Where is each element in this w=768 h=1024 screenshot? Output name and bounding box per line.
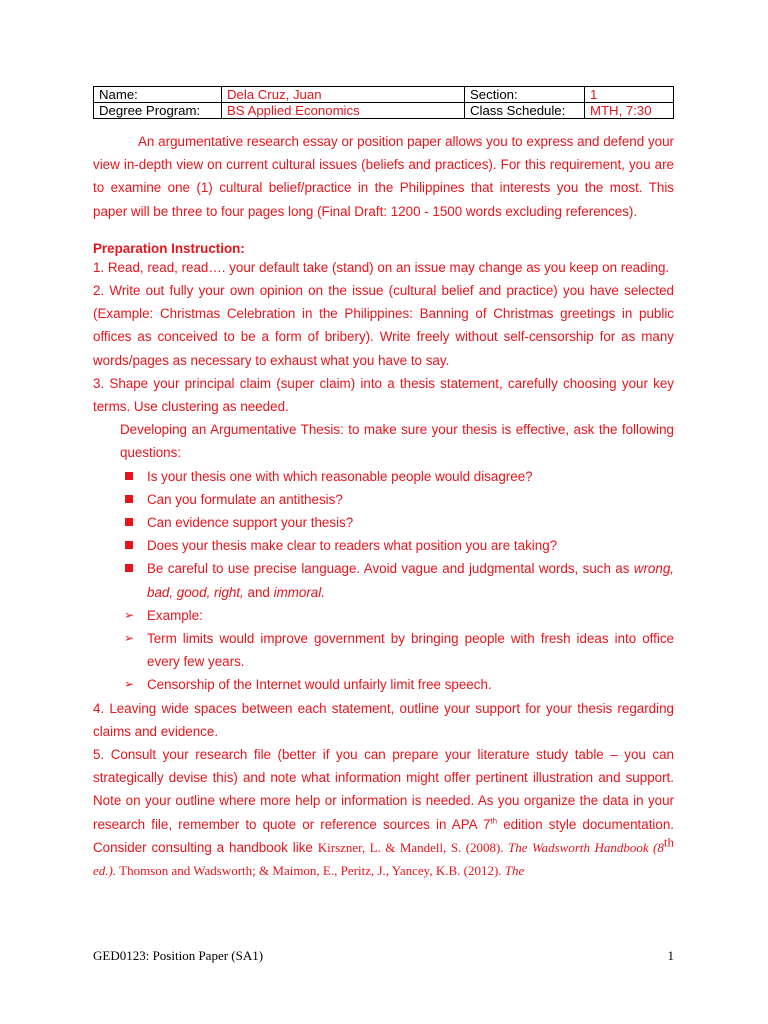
list-item: Is your thesis one with which reasonable people would disagree?: [93, 465, 674, 488]
list-item: Can evidence support your thesis?: [93, 511, 674, 534]
section-label: Section:: [465, 87, 585, 103]
intro-paragraph: An argumentative research essay or position paper allows you to express and defend your view in-depth view on current cultural issues (beliefs and practices). For this requirement, you are to examine one (1) cultural belief/practice in the Philippines that interests you the most. This paper will be three to four pages long (Final Draft: 1200 - 1500 words excluding references).: [93, 134, 674, 219]
footer-course-title: GED0123: Position Paper (SA1): [93, 948, 264, 963]
square-bullet-icon: [122, 488, 136, 511]
list-item: ➢ Term limits would improve government by bringing people with fresh ideas into office every few years.: [93, 627, 674, 673]
instruction-item-3: 3. Shape your principal claim (super claim) into a thesis statement, carefully choosing your key terms. Use clustering as needed.: [93, 375, 674, 415]
schedule-label: Class Schedule:: [465, 103, 585, 119]
arrow-bullet-icon: ➢: [123, 677, 135, 692]
instruction-item-4: 4. Leaving wide spaces between each statement, outline your support for your thesis regarding claims and evidence.: [93, 700, 674, 739]
list-item: ➢ Censorship of the Internet would unfairly limit free speech.: [93, 673, 674, 696]
program-value: BS Applied Economics: [222, 103, 465, 119]
table-row: [94, 103, 674, 119]
name-label: Name:: [94, 87, 222, 103]
page-footer: [93, 948, 674, 964]
square-bullet-icon: [122, 511, 136, 534]
arrow-bullet-icon: ➢: [123, 631, 135, 646]
list-item: Does your thesis make clear to readers what position you are taking?: [93, 534, 674, 557]
list-item: ➢ Example:: [93, 604, 674, 627]
list-item: Can you formulate an antithesis?: [93, 488, 674, 511]
document-body: [93, 130, 674, 882]
list-item: Be careful to use precise language. Avoid vague and judgmental words, such as wrong, bad, good, right, and immoral.: [93, 557, 674, 603]
instruction-item-1: 1. Read, read, read…. your default take (stand) on an issue may change as you keep on reading.: [93, 259, 670, 275]
program-label: Degree Program:: [94, 103, 222, 119]
page-number: 1: [667, 948, 674, 963]
instruction-item-2: 2. Write out fully your own opinion on the issue (cultural belief and practice) you have selected (Example: Christmas Celebration in the Philippines: Banning of Christmas greetings in public offices as conceived to be a form of bribery). Write freely without self-censorship for as many words/pages as necessary to exhaust what you have to say.: [93, 283, 674, 368]
spacer: [93, 223, 674, 241]
schedule-value: MTH, 7:30: [585, 103, 674, 119]
thesis-intro: Developing an Argumentative Thesis: to make sure your thesis is effective, ask the following questions:: [120, 422, 674, 461]
name-value: Dela Cruz, Juan: [222, 87, 465, 103]
square-bullet-icon: [122, 534, 136, 557]
square-bullet-icon: [122, 557, 136, 580]
instruction-item-5: 5. Consult your research file (better if you can prepare your literature study table – you can strategically devise this) and note what information might offer pertinent illustration and support. Note on your outline where more help or information is needed. As you organize the data in your research file, remember to quote or reference sources in APA 7th edition style documentation. Consider consulting a handbook like Kirszner, L. & Mandell, S. (2008). The Wadsworth Handbook (8th ed.). Thomson and Wadsworth; & Maimon, E., Peritz, J., Yancey, K.B. (2012). The: [93, 747, 674, 879]
student-info-table: [93, 86, 674, 119]
section-value: 1: [585, 87, 674, 103]
preparation-heading: Preparation Instruction:: [93, 240, 245, 256]
square-bullet-icon: [122, 465, 136, 488]
table-row: [94, 87, 674, 103]
arrow-bullet-icon: ➢: [123, 607, 135, 622]
